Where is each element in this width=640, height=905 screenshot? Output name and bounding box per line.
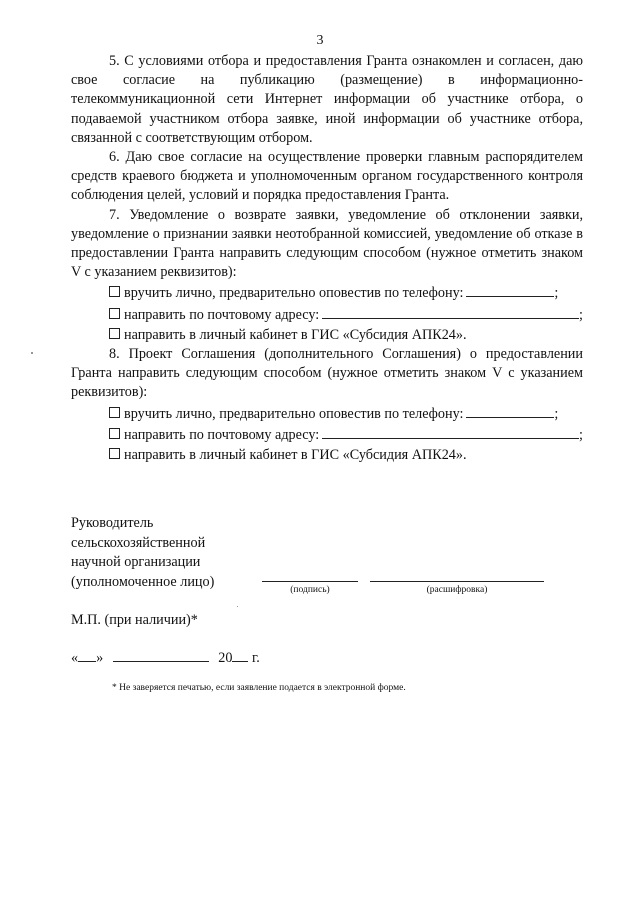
- paragraph-5: 5. С условиями отбора и предоставления Гранта ознакомлен и согласен, даю свое согласие на публикацию (размещение) в информационно-телекоммуникационной сети Интернет информации об участнике отбора, о подаваемой участником отбора заявке, иной информации об участнике отбора, связанной с соответствующим отбором.: [71, 53, 583, 146]
- scan-speck: [31, 352, 33, 354]
- signatory-line-3: научной организации: [71, 554, 201, 570]
- date-line: [71, 648, 260, 667]
- checkbox-p7-personal[interactable]: [109, 286, 120, 297]
- option-p7-personal: [109, 283, 583, 303]
- signature-caption: (подпись): [290, 585, 330, 595]
- punct: ;: [554, 285, 559, 302]
- document-body: [71, 52, 583, 465]
- paragraph-8: 8. Проект Соглашения (дополнительного Соглашения) о предоставлении Гранта направить следующим способом (нужное отметить знаком V с указанием реквизитов):: [71, 346, 583, 401]
- year-prefix: 20: [218, 650, 233, 666]
- paragraph-6: 6. Даю свое согласие на осуществление проверки главным распорядителем средств краевого бюджета и уполномоченным органом государственного контроля соблюдения целей, условий и порядка предоставления Гранта.: [71, 149, 583, 204]
- option-p7-mail: [109, 305, 583, 325]
- day-field[interactable]: [78, 648, 96, 662]
- name-decoding-field[interactable]: [370, 581, 544, 582]
- option-p7-cabinet: [109, 326, 583, 345]
- address-field-p7[interactable]: [322, 305, 579, 319]
- signatory-line-2: сельскохозяйственной: [71, 534, 206, 551]
- signatory-block: [71, 514, 241, 592]
- checkbox-p7-cabinet[interactable]: [109, 328, 120, 339]
- year-field[interactable]: [232, 648, 248, 662]
- phone-field-p7[interactable]: [466, 283, 554, 297]
- checkbox-p7-mail[interactable]: [109, 308, 120, 319]
- quote-open: «: [71, 650, 79, 666]
- year-suffix: г.: [252, 650, 260, 666]
- option-p7-personal-label: вручить лично, предварительно оповестив по телефону:: [124, 285, 464, 302]
- month-field[interactable]: [113, 648, 209, 662]
- option-p7-mail-label: направить по почтовому адресу:: [124, 306, 320, 323]
- option-p7-cabinet-label: направить в личный кабинет в ГИС «Субсидия АПК24».: [124, 326, 467, 343]
- signature-field[interactable]: [262, 581, 358, 582]
- checkbox-p8-cabinet[interactable]: [109, 448, 120, 459]
- scan-speck: [237, 606, 238, 607]
- option-p8-cabinet-label: направить в личный кабинет в ГИС «Субсидия АПК24».: [124, 447, 467, 464]
- signatory-line-4: (уполномоченное лицо): [71, 573, 215, 590]
- quote-close: »: [96, 650, 104, 666]
- name-decoding-caption: (расшифровка): [426, 585, 488, 595]
- page-number: 3: [316, 33, 324, 48]
- punct: ;: [579, 306, 583, 323]
- option-p8-personal-label: вручить лично, предварительно оповестив по телефону:: [124, 405, 464, 422]
- option-p8-mail-label: направить по почтовому адресу:: [124, 426, 320, 443]
- option-p8-cabinet: [109, 446, 583, 465]
- checkbox-p8-mail[interactable]: [109, 428, 120, 439]
- seal-label: М.П. (при наличии)*: [71, 612, 198, 628]
- phone-field-p8[interactable]: [466, 404, 554, 418]
- punct: ;: [554, 405, 559, 422]
- checkbox-p8-personal[interactable]: [109, 407, 120, 418]
- punct: ;: [579, 426, 583, 443]
- footnote: * Не заверяется печатью, если заявление подается в электронной форме.: [112, 683, 406, 693]
- option-p8-personal: [109, 404, 583, 424]
- paragraph-7: 7. Уведомление о возврате заявки, уведомление об отклонении заявки, уведомление о признании заявки неотобранной комиссией, уведомление об отказе в предоставлении Гранта направить следующим способом (нужное отметить знаком V с указанием реквизитов):: [71, 206, 583, 281]
- option-p8-mail: [109, 425, 583, 445]
- signatory-line-1: Руководитель: [71, 515, 154, 531]
- address-field-p8[interactable]: [322, 425, 579, 439]
